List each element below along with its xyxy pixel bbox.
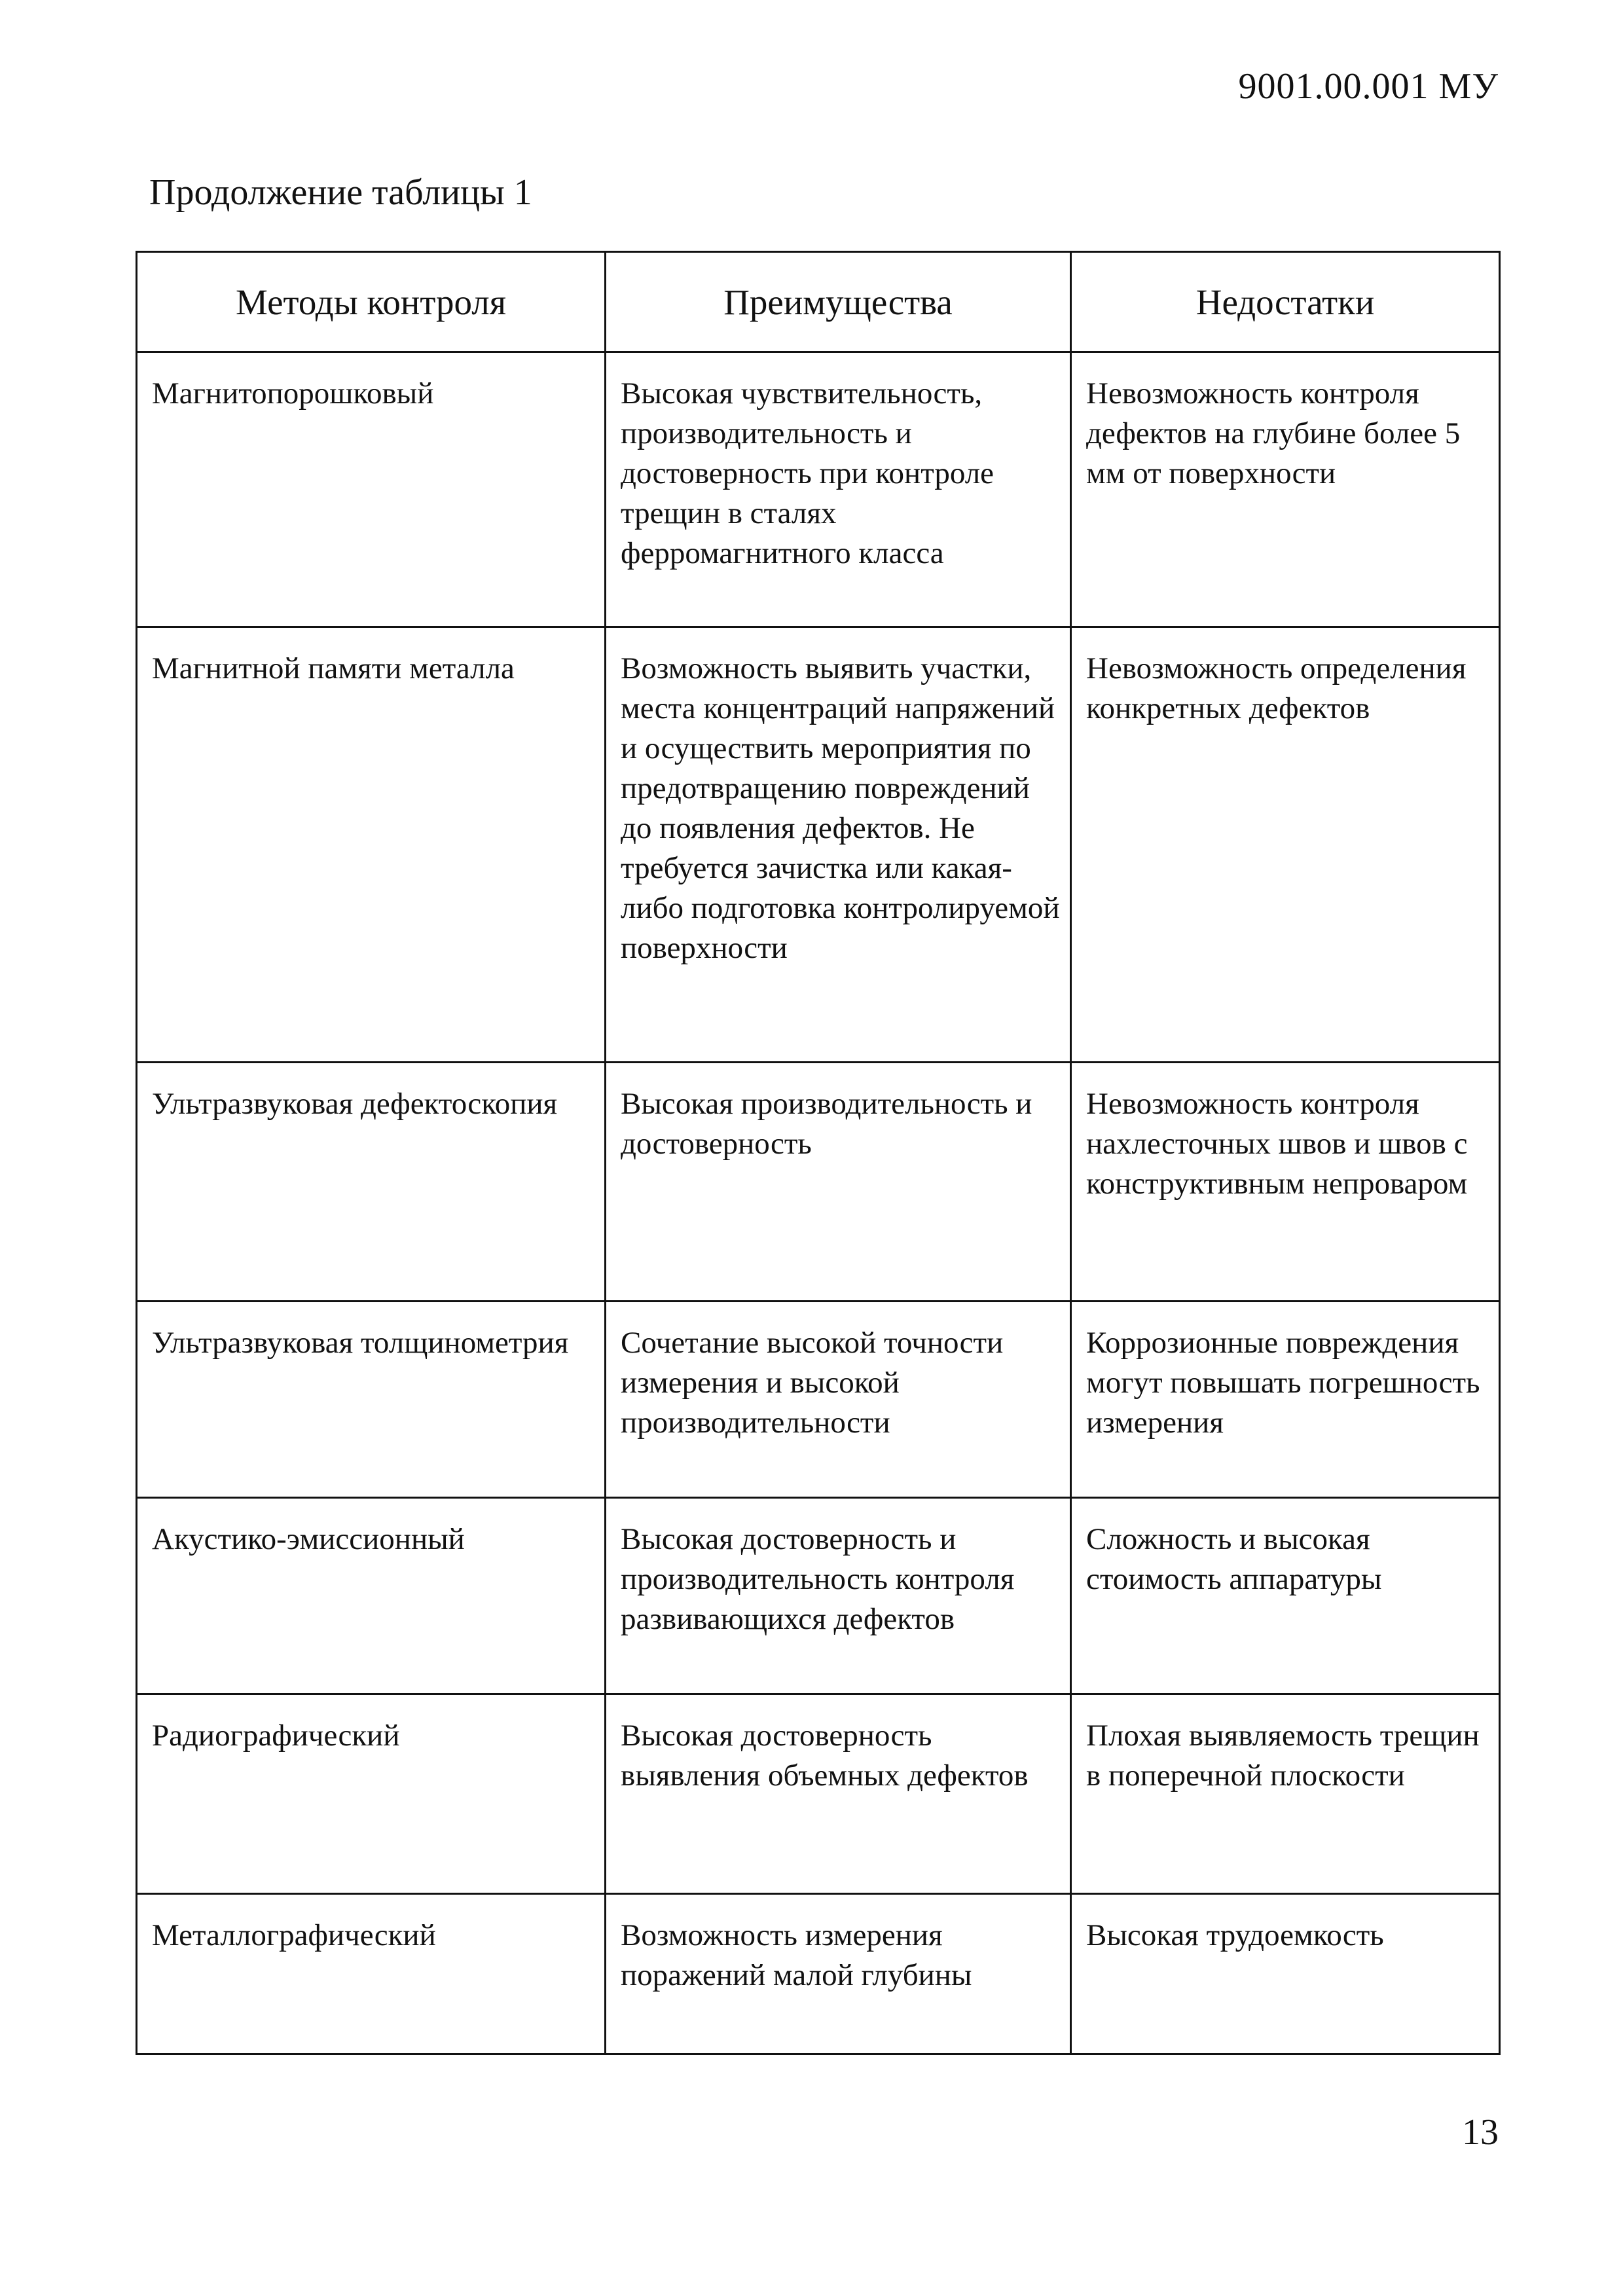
method-cell: Магнитной памяти металла [137, 627, 606, 1063]
method-cell: Акустико-эмиссионный [137, 1498, 606, 1694]
disadvantages-cell: Невозможность контроля дефектов на глубине более 5 мм от поверхности [1071, 352, 1500, 627]
disadvantages-cell: Высокая трудоемкость [1071, 1894, 1500, 2054]
table-row [137, 352, 1500, 627]
page-number: 13 [1462, 2112, 1499, 2153]
column-header-disadvantages: Недостатки [1071, 252, 1500, 352]
table-row [137, 1498, 1500, 1694]
table-header-row [137, 252, 1500, 352]
advantages-cell: Возможность измерения поражений малой глубины [606, 1894, 1071, 2054]
table-row [137, 1302, 1500, 1498]
document-code: 9001.00.001 МУ [1238, 66, 1499, 107]
disadvantages-cell: Плохая выявляемость трещин в поперечной плоскости [1071, 1694, 1500, 1894]
disadvantages-cell: Невозможность контроля нахлесточных швов и швов с конструктивным непроваром [1071, 1063, 1500, 1302]
table-row [137, 1063, 1500, 1302]
table-row [137, 1894, 1500, 2054]
advantages-cell: Высокая чувствительность, производительность и достоверность при контроле трещин в сталях ферромагнитного класса [606, 352, 1071, 627]
column-header-advantages: Преимущества [606, 252, 1071, 352]
method-cell: Ультразвуковая толщинометрия [137, 1302, 606, 1498]
advantages-cell: Высокая достоверность выявления объемных дефектов [606, 1694, 1071, 1894]
column-header-methods: Методы контроля [137, 252, 606, 352]
disadvantages-cell: Коррозионные повреждения могут повышать погрешность измерения [1071, 1302, 1500, 1498]
method-cell: Ультразвуковая дефектоскопия [137, 1063, 606, 1302]
advantages-cell: Возможность выявить участки, места концентраций напряжений и осуществить мероприятия по предотвращению повреждений до появления дефектов. Не требуется зачистка или какая-либо подготовка контролируемой поверхности [606, 627, 1071, 1063]
disadvantages-cell: Невозможность определения конкретных дефектов [1071, 627, 1500, 1063]
method-cell: Радиографический [137, 1694, 606, 1894]
advantages-cell: Высокая производительность и достоверность [606, 1063, 1071, 1302]
table-row [137, 627, 1500, 1063]
methods-table [136, 251, 1501, 2055]
method-cell: Магнитопорошковый [137, 352, 606, 627]
advantages-cell: Сочетание высокой точности измерения и высокой производительности [606, 1302, 1071, 1498]
method-cell: Металлографический [137, 1894, 606, 2054]
table-caption: Продолжение таблицы 1 [149, 172, 532, 213]
advantages-cell: Высокая достоверность и производительность контроля развивающихся дефектов [606, 1498, 1071, 1694]
table-row [137, 1694, 1500, 1894]
disadvantages-cell: Сложность и высокая стоимость аппаратуры [1071, 1498, 1500, 1694]
